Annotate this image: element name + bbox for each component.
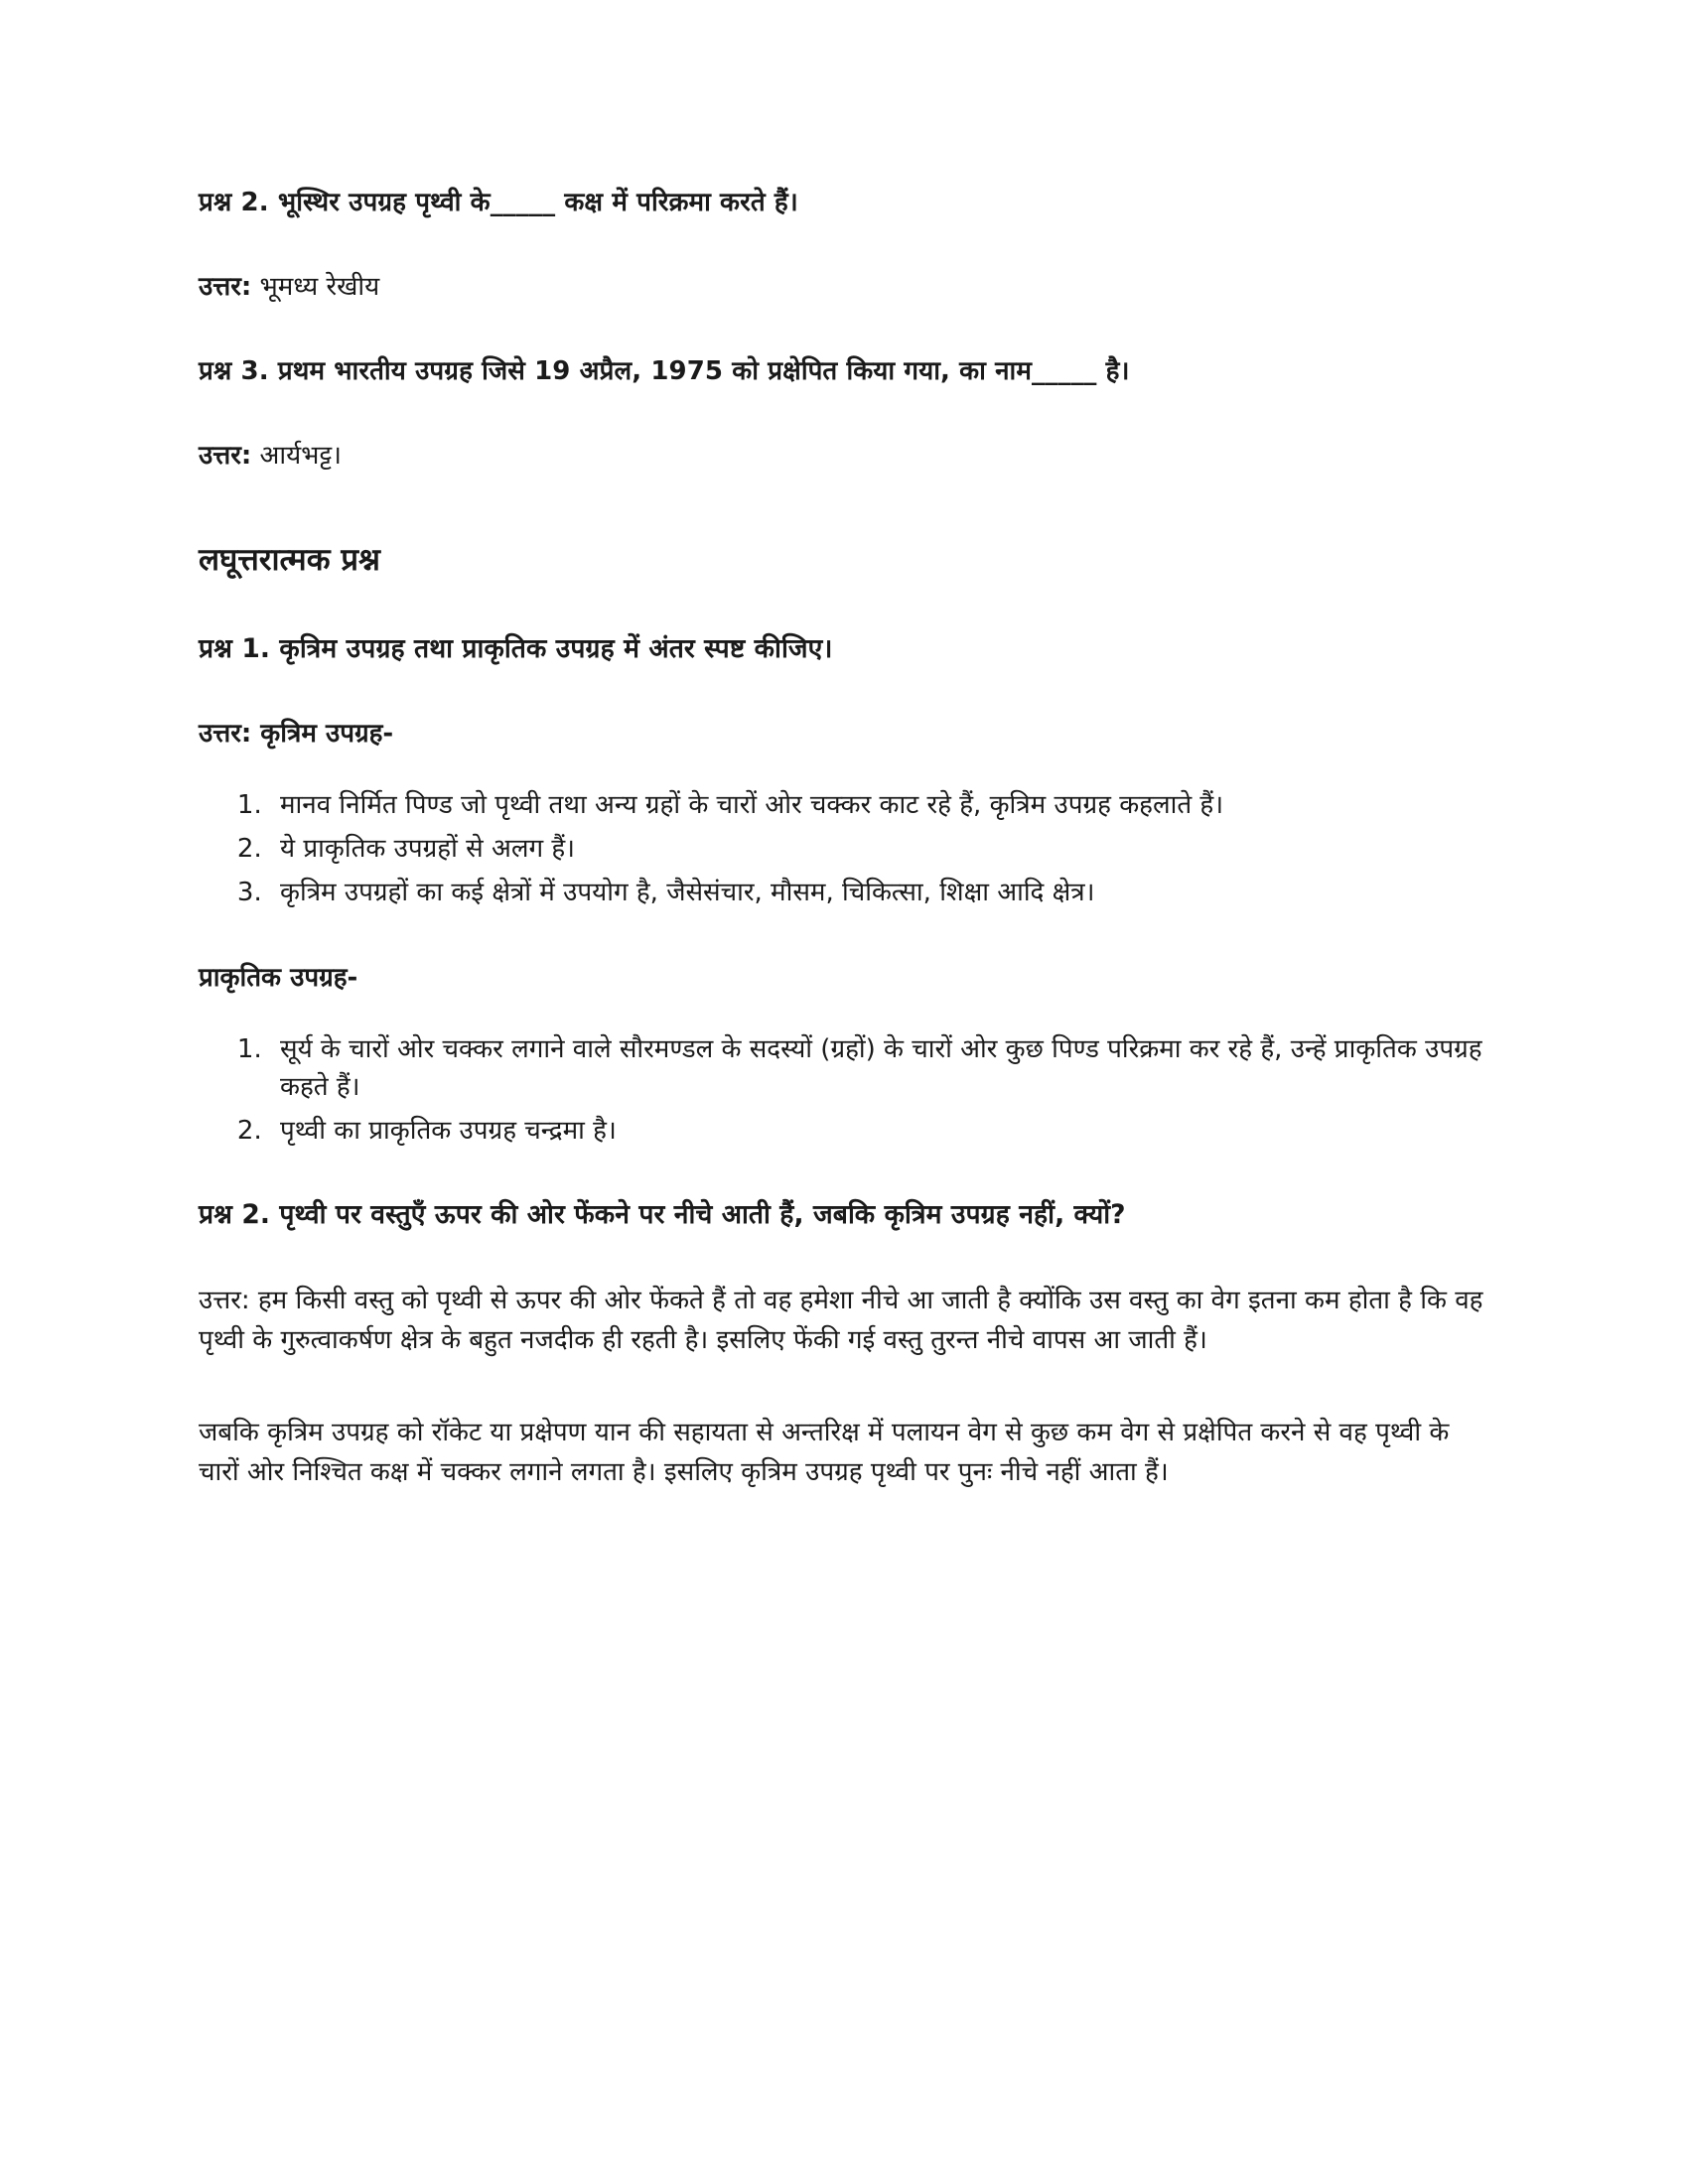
artificial-satellite-points (199, 787, 1489, 911)
list-item: 1. मानव निर्मित पिण्ड जो पृथ्वी तथा अन्य ग्रहों के चारों ओर चक्कर काट रहे हैं, कृत्रिम उपग्रह कहलाते हैं। (270, 787, 1489, 825)
answer-3-lead: उत्तर: (199, 441, 252, 471)
question-2: प्रश्न 2. भूस्थिर उपग्रह पृथ्वी के_____ कक्ष में परिक्रमा करते हैं। (199, 188, 798, 217)
natural-satellite-points (199, 1031, 1489, 1150)
answer-2-text: भूमध्य रेखीय (251, 272, 380, 302)
answer-3 (199, 437, 1489, 476)
short-question-2: प्रश्न 2. पृथ्वी पर वस्तुएँ ऊपर की ओर फेंकने पर नीचे आती हैं, जबकि कृत्रिम उपग्रह नहीं, क्यों? (199, 1199, 1126, 1231)
section-title-short-answer: लघूत्तरात्मक प्रश्न (199, 542, 380, 578)
answer-2 (199, 268, 1489, 307)
question-3: प्रश्न 3. प्रथम भारतीय उपग्रह जिसे 19 अप्रैल, 1975 को प्रक्षेपित किया गया, का नाम_____ है। (199, 356, 1130, 386)
short-answer-2-text: हम किसी वस्तु को पृथ्वी से ऊपर की ओर फेंकते हैं तो वह हमेशा नीचे आ जाती है क्योंकि उस वस्तु का वेग इतना कम होता है कि वह पृथ्वी के गुरुत्वाकर्षण क्षेत्र के बहुत नजदीक ही रहती है। इसलिए फेंकी गई वस्तु तुरन्त नीचे वापस आ जाती हैं। (199, 1286, 1483, 1356)
list-item: 2. ये प्राकृतिक उपग्रहों से अलग हैं। (270, 831, 1489, 869)
answer-3-text: आर्यभट्ट। (251, 441, 343, 471)
list-item: 1. सूर्य के चारों ओर चक्कर लगाने वाले सौरमण्डल के सदस्यों (ग्रहों) के चारों ओर कुछ पिण्ड परिक्रमा कर रहे हैं, उन्हें प्राकृतिक उपग्रह कहते हैं। (270, 1031, 1489, 1106)
list-item: 3. कृत्रिम उपग्रहों का कई क्षेत्रों में उपयोग है, जैसेसंचार, मौसम, चिकित्सा, शिक्षा आदि क्षेत्र। (270, 875, 1489, 912)
short-answer-2-lead: उत्तर: (199, 1286, 250, 1316)
natural-satellite-subhead: प्राकृतिक उपग्रह- (199, 963, 358, 994)
short-answer-2-paragraph-1 (199, 1281, 1489, 1361)
list-item: 2. पृथ्वी का प्राकृतिक उपग्रह चन्द्रमा है। (270, 1113, 1489, 1151)
answer-2-lead: उत्तर: (199, 272, 252, 302)
short-question-1: प्रश्न 1. कृत्रिम उपग्रह तथा प्राकृतिक उपग्रह में अंतर स्पष्ट कीजिए। (199, 633, 833, 665)
short-answer-2-paragraph-2: जबकि कृत्रिम उपग्रह को रॉकेट या प्रक्षेपण यान की सहायता से अन्तरिक्ष में पलायन वेग से कुछ कम वेग से प्रक्षेपित करने से वह पृथ्वी के चारों ओर निश्चित कक्ष में चक्कर लगाने लगता है। इसलिए कृत्रिम उपग्रह पृथ्वी पर पुनः नीचे नहीं आता हैं। (199, 1417, 1450, 1487)
short-answer-1-head: उत्तर: कृत्रिम उपग्रह- (199, 719, 394, 750)
